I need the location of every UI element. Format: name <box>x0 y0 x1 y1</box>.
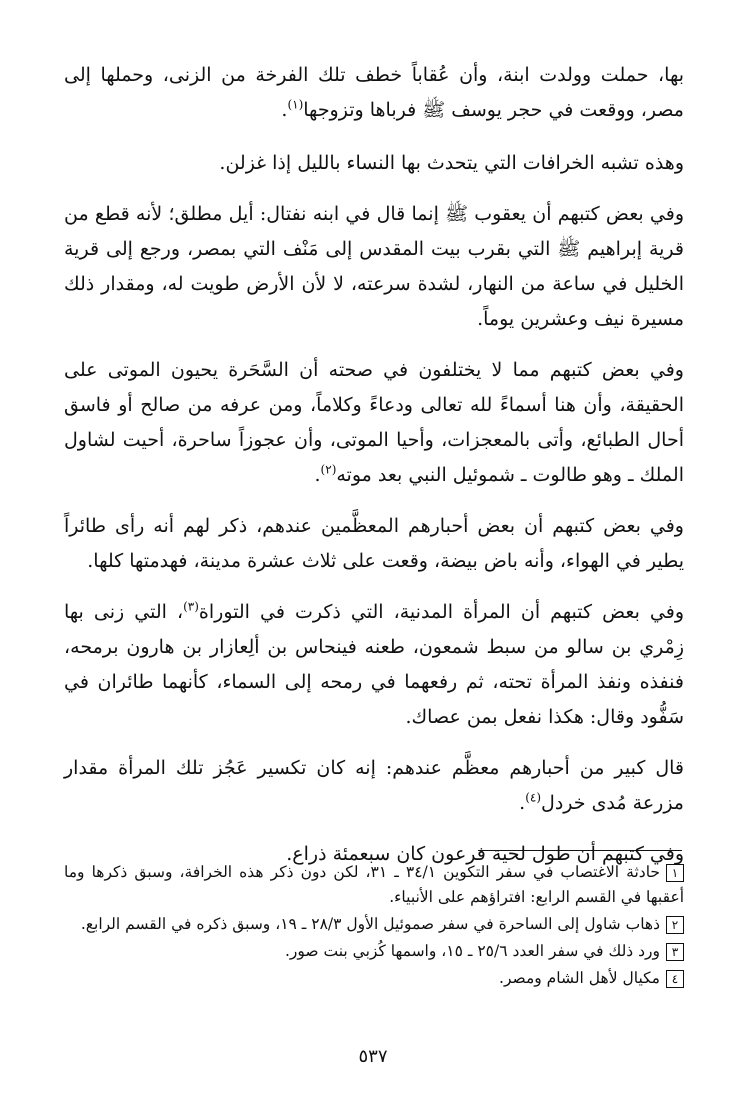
paragraph-text: وهذه تشبه الخرافات التي يتحدث بها النساء بالليل إذا غزلن. <box>219 152 684 174</box>
main-text <box>64 58 684 888</box>
footnote-1 <box>64 860 684 910</box>
paragraph-1 <box>64 58 684 128</box>
paragraph-2 <box>64 146 684 181</box>
paragraph-3 <box>64 197 684 337</box>
footnote-3 <box>64 939 684 964</box>
footnote-number-box: ٣ <box>666 943 684 961</box>
paragraph-text: وفي بعض كتبهم مما لا يختلفون في صحته أن السَّحَرة يحيون الموتى على الحقيقة، وأن هنا أسماءً لله تعالى ودعاءً وكلاماً، ومن عرفه من صالح أو فاسق أحال الطبائع، وأتى بالمعجزات، وأحيا الموتى، وأن عجوزاً ساحرة، أحيت لشاول الملك ـ وهو طالوت ـ شموئيل النبي بعد موته <box>64 359 684 486</box>
paragraph-tail: . <box>314 464 321 486</box>
paragraph-6 <box>64 595 684 735</box>
footnote-number-box: ٢ <box>666 916 684 934</box>
footnote-2 <box>64 912 684 937</box>
footnote-4 <box>64 966 684 991</box>
footnote-text: مكيال لأهل الشام ومصر. <box>499 969 660 987</box>
footnotes <box>64 860 684 993</box>
paragraph-text: قال كبير من أحبارهم معظَّم عندهم: إنه كان تكسير عَجُز تلك المرأة مقدار مزرعة مُدى خردل <box>64 757 684 814</box>
footnote-ref[interactable]: (٢) <box>320 462 337 477</box>
paragraph-text: وفي بعض كتبهم أن المرأة المدنية، التي ذكرت في التوراة <box>198 601 685 623</box>
paragraph-7 <box>64 751 684 821</box>
footnote-text: ذهاب شاول إلى الساحرة في سفر صموئيل الأول ٢٨/٣ ـ ١٩، وسبق ذكره في القسم الرابع. <box>80 915 660 933</box>
paragraph-tail: ، التي زنى بها زِمْري بن سالو من سبط شمعون، طعنه فينحاس بن ألِعازار بن هارون برمحه، فنفذه ونفذ المرأة تحته، ثم رفعهما في رمحه إلى السماء، كأنهما طائران في سَفُّود وقال: هكذا نفعل بمن عصاك. <box>64 601 684 728</box>
paragraph-text: وفي كتبهم أن طول لحية فرعون كان سبعمئة ذراع. <box>286 843 684 865</box>
footnote-text: ورد ذلك في سفر العدد ٢٥/٦ ـ ١٥، واسمها كُزبي بنت صور. <box>285 942 660 960</box>
paragraph-tail: . <box>519 792 526 814</box>
footnote-divider <box>478 850 682 851</box>
paragraph-text: وفي بعض كتبهم أن يعقوب ﷺ إنما قال في ابنه نفتال: أيل مطلق؛ لأنه قطع من قرية إبراهيم ﷺ التي بقرب بيت المقدس إلى مَنْف التي بمصر، ورجع إلى قرية الخليل في ساعة من النهار، لشدة سرعته، لا لأن الأرض طويت له، ومقدار ذلك مسيرة نيف وعشرين يوماً. <box>64 203 684 330</box>
paragraph-5 <box>64 509 684 579</box>
paragraph-text: وفي بعض كتبهم أن بعض أحبارهم المعظَّمين عندهم، ذكر لهم أنه رأى طائراً يطير في الهواء، وأنه باض بيضة، وقعت على ثلاث عشرة مدينة، فهدمتها كلها. <box>64 515 684 572</box>
footnote-text: حادثة الاغتصاب في سفر التكوين ٣٤/١ ـ ٣١، لكن دون ذكر هذه الخرافة، وسبق ذكرها وما أعقبها في القسم الرابع: افتراؤهم على الأنبياء. <box>64 863 684 906</box>
footnote-ref[interactable]: (٣) <box>183 599 199 614</box>
paragraph-4 <box>64 353 684 493</box>
footnote-number-box: ١ <box>666 864 684 882</box>
footnote-number-box: ٤ <box>666 970 684 988</box>
page-number: ٥٣٧ <box>358 1046 388 1067</box>
paragraph-tail: . <box>281 99 288 121</box>
paragraph-text: بها، حملت وولدت ابنة، وأن عُقاباً خطف تلك الفرخة من الزنى، وحملها إلى مصر، ووقعت في حجر يوسف ﷺ فرباها وتزوجها <box>64 64 684 121</box>
footnote-ref[interactable]: (٤) <box>525 790 542 805</box>
footnote-ref[interactable]: (١) <box>287 97 304 112</box>
